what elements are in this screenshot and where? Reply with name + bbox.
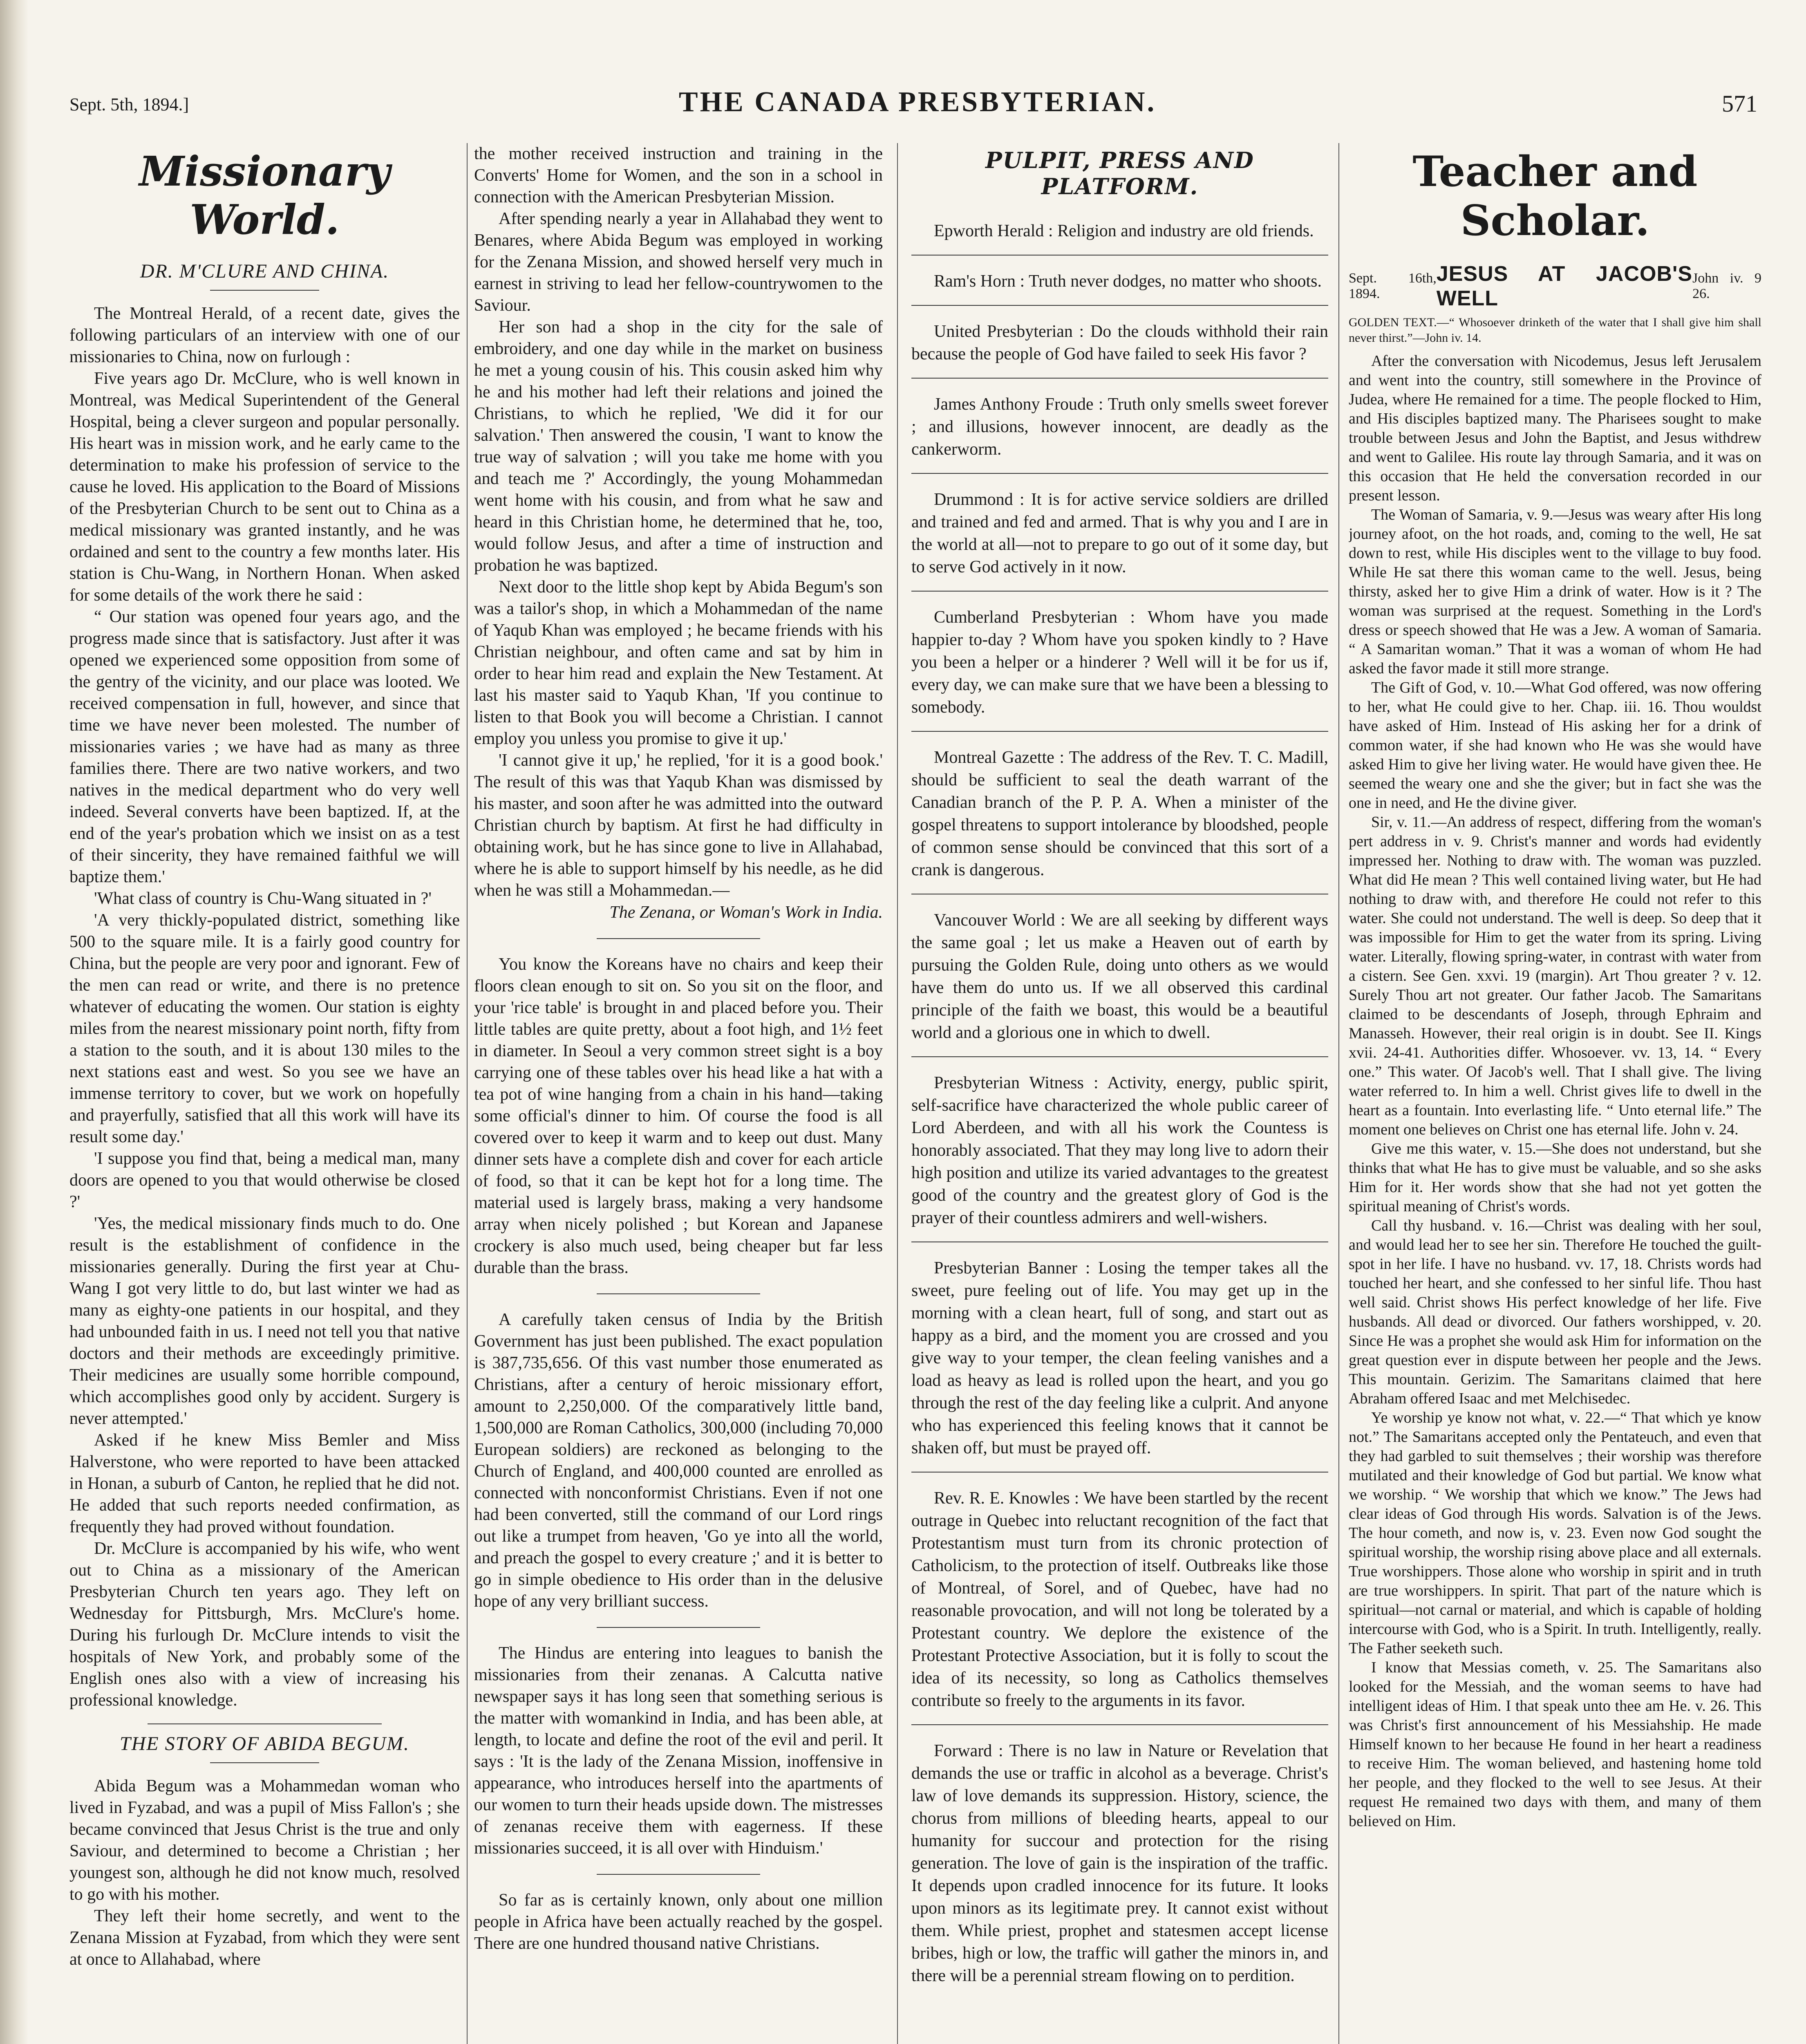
paragraph: They left their home secretly, and went to the Zenana Mission at Fyzabad, from which they were sent at once to Allahabad, where	[69, 1907, 460, 1969]
divider	[597, 938, 760, 939]
lesson-title: JESUS AT JACOB'S WELL	[1436, 262, 1693, 310]
quote-text: Ram's Horn : Truth never dodges, no matter who shoots.	[934, 272, 1322, 291]
paragraph: The Montreal Herald, of a recent date, gives the following particulars of an interview with one of our missionaries to China, now on furlough :	[69, 304, 460, 366]
quote-item	[911, 1481, 1328, 1725]
lesson-header	[1349, 262, 1761, 311]
quote-item	[911, 903, 1328, 1057]
paragraph: 'I suppose you find that, being a medical man, many doors are opened to you that would otherwise be closed ?'	[69, 1149, 460, 1211]
quote-text: Montreal Gazette : The address of the Rev. T. C. Madill, should be sufficient to seal the death warrant of the Canadian branch of the P. P. A. When a minister of the gospel threatens to support intolerance by bloodshed, people of common sense should be convinced that this sort of a crank is dangerous.	[911, 748, 1328, 879]
quote-text: Vancouver World : We are all seeking by different ways the same goal ; let us make a Heaven out of earth by pursuing the Golden Rule, doing unto others as we would have them do unto us. If we all observed this cardinal principle of the faith we boast, this would be a beautiful world and a glorious one in which to dwell.	[911, 911, 1328, 1042]
paragraph: The Gift of God, v. 10.—What God offered, was now offering to her, what He could give to her. Chap. iii. 16. Thou wouldst have asked of Him. Instead of His asking her for a drink of common water, if she had known who He was she would have asked Him to give her living water. He would have given thee. He seemed the weary one and she the giver; but in fact she was the one in need, and He the divine giver.	[1349, 679, 1761, 811]
divider	[597, 1874, 760, 1875]
article-heading: THE STORY OF ABIDA BEGUM.	[119, 1733, 410, 1755]
issue-date: Sept. 5th, 1894.]	[69, 94, 189, 114]
paragraph: “ Our station was opened four years ago, and the progress made since that is satisfactory. Just after it was opened we experienced some opposition from some of the gentry of the vicinity, and our place was looted. We received compensation in full, however, and since that time we have never been molested. The number of missionaries varies ; we have had as many as three families there. There are two native workers, and two natives in the medical department who do very well indeed. Several converts have been baptized. If, at the end of the year's probation which we insist on as a test of their sincerity, they have remained faithful we will baptize them.'	[69, 607, 460, 886]
paragraph: Her son had a shop in the city for the sale of embroidery, and one day while in the market on business he met a young cousin of his. This cousin asked him why he and his mother had left their relations and joined the Christians, to which he replied, 'We did it for our salvation.' Then answered the cousin, 'I want to know the true way of salvation ; will you take me home with you and teach me ?' Accordingly, the young Mohammedan went home with his cousin, and from what he saw and heard in this Christian home, he determined that he, too, would follow Jesus, and after a time of instruction and probation he was baptized.	[474, 318, 883, 575]
paragraph: A carefully taken census of India by the British Government has just been published. The exact population is 387,735,656. Of this vast number those enumerated as Christians, after a century of heroic missionary effort, amount to 2,250,000. Of the comparatively little band, 1,500,000 are Roman Catholics, 300,000 (including 70,000 European soldiers) are reckoned as belonging to the Church of England, and 400,000 counted are enrolled as connected with nonconformist Christians. Even if not one had been converted, still the command of our Lord rings out like a trumpet from heaven, 'Go ye into all the world, and preach the gospel to every creature ;' and it is better to go in simple obedience to His order than in the delusive hope of any very brilliant success.	[474, 1310, 883, 1611]
quote-text: James Anthony Froude : Truth only smells sweet forever ; and illusions, however innocent, are deadly as the cankerworm.	[911, 395, 1328, 459]
lesson-date: Sept. 16th, 1894.	[1349, 271, 1437, 301]
paragraph: 'I cannot give it up,' he replied, 'for it is a good book.' The result of this was that Yaqub Khan was dismissed by his master, and soon after he was admitted into the outward Christian church by baptism. At first he had difficulty in obtaining work, but he has since gone to live in Allahabad, where he is able to support himself by his needle, as he did when he was still a Mohammedan.—	[474, 751, 883, 900]
paragraph: Ye worship ye know not what, v. 22.—“ That which ye know not.” The Samaritans accepted only the Pentateuch, and even that they had garbled to suit themselves ; their worship was therefore mutilated and their knowledge of God but partial. We know what we worship. “ We worship that which we know.” The Jews had clear ideas of God through His words. Salvation is of the Jews. The hour cometh, and now is, v. 23. Even now God sought the spiritual worship, the worship rising above place and all externals. True worshippers. Those alone who worship in spirit and in truth are true worshippers. In spirit. That part of the nature which is spiritual—not carnal or material, and which is capable of holding intercourse with God, who is a Spirit. In truth. Intelligently, really. The Father seeketh such.	[1349, 1409, 1761, 1657]
lesson-reference: John iv. 9 26.	[1692, 271, 1761, 301]
paragraph: Give me this water, v. 15.—She does not understand, but she thinks that what He has to give must be valuable, and so she asks Him for it. Her words show that she had not yet gotten the spiritual meaning of Christ's words.	[1349, 1140, 1761, 1215]
quote-text: Drummond : It is for active service soldiers are drilled and trained and fed and armed. That is why you and I are in the world at all—not to prepare to go out of it some day, but to serve God actively in it now.	[911, 490, 1328, 576]
divider	[210, 290, 319, 291]
quote-item	[911, 388, 1328, 474]
paragraph: Five years ago Dr. McClure, who is well known in Montreal, was Medical Superintendent of the General Hospital, being a clever surgeon and popular personally. His heart was in mission work, and he early came to the determination to make his profession of service to the cause he loved. His application to the Board of Missions of the Presbyterian Church to be sent out to China as a medical missionary was granted instantly, and he was ordained and sent to the country a few months later. His station is Chu-Wang, in Northern Honan. When asked for some details of the work there he said :	[69, 369, 460, 605]
paragraph: I know that Messias cometh, v. 25. The Samaritans also looked for the Messiah, and the woman seems to have had intelligent ideas of Him. I that speak unto thee am He. v. 26. This was Christ's first announcement of his Messiahship. He made Himself known to her because He found in her heart a readiness to receive Him. The woman believed, and hastening home told her people, and they flocked to the well to see Jesus. At their request He remained two days with them, and many of them believed on Him.	[1349, 1659, 1761, 1830]
paragraph: 'A very thickly-populated district, something like 500 to the square mile. It is a fairly good country for China, but the people are very poor and ignorant. Few of the men can read or write, and there is no pretence whatever of educating the women. Our station is eighty miles from the nearest missionary point north, fifty from a station to the south, and it is about 130 miles to the next stations east and west. So you see we have an immense territory to cover, but we work on hopefully and prayerfully, satisfied that all this work will have its result some day.'	[69, 911, 460, 1146]
paragraph: After the conversation with Nicodemus, Jesus left Jerusalem and went into the country, still somewhere in the Province of Judea, where He remained for a time. The people flocked to Him, and His disciples baptized many. The Pharisees sought to make trouble between Jesus and John the Baptist, and Jesus withdrew and went to Galilee. His route lay through Samaria, and it was on this occasion that He held the conversation recorded in our present lesson.	[1349, 352, 1761, 504]
quote-item	[911, 264, 1328, 306]
paragraph: You know the Koreans have no chairs and keep their floors clean enough to sit on. So you sit on the floor, and your 'rice table' is brought in and placed before you. Their little tables are quite pretty, about a foot high, and 1½ feet in diameter. In Seoul a very common street sight is a boy carrying one of these tables over his head like a hat with a tea pot of wine hanging from a chain in his hand—taking some official's dinner to him. Of course the food is all covered over to keep it warm and to keep out dust. Many dinner sets have a complete dish and cover for each article of food, so that it can be kept hot for a long time. The material used is largely brass, making a very handsome array when nicely polished ; but Korean and Japanese crockery is also much used, being cheaper but far less durable than the brass.	[474, 955, 883, 1277]
column-missionary-world	[69, 143, 460, 2044]
quote-text: Forward : There is no law in Nature or Revelation that demands the use or traffic in alcohol as a beverage. Christ's law of love demands its suppression. History, science, the chorus from millions of bleeding hearts, appeal to our humanity for succour and protection for the rising generation. The love of gain is the inspiration of the traffic. It depends upon cradled innocence for its future. It looks upon minors as its legitimate prey. It cannot exist without them. While priest, prophet and statesmen accept license bribes, high or low, the traffic will gather the minors in, and there will be a perennial stream flowing on to perdition.	[911, 1741, 1328, 1985]
column-missionary-continued	[474, 143, 883, 2044]
quote-text: United Presbyterian : Do the clouds withhold their rain because the people of God have failed to seek His favor ?	[911, 322, 1328, 363]
paragraph: After spending nearly a year in Allahabad they went to Benares, where Abida Begum was employed in working for the Zenana Mission, and showed herself very much in earnest in striving to lead her fellow-countrywomen to the Saviour.	[474, 209, 883, 315]
paragraph: Abida Begum was a Mohammedan woman who lived in Fyzabad, and was a pupil of Miss Fallon's ; she became convinced that Jesus Christ is the true and only Saviour, and determined to become a Christian ; her youngest son, although he did not know much, resolved to go with his mother.	[69, 1777, 460, 1904]
column-rule	[1338, 143, 1339, 2044]
source-credit: The Zenana, or Woman's Work in India.	[609, 903, 883, 922]
paragraph: Call thy husband. v. 16.—Christ was dealing with her soul, and would lead her to see her sin. Therefore He touched the guilt-spot in her life. I have no husband. vv. 17, 18. Christs words had touched her heart, and she confessed to her sinful life. Thou hast well said. Christ shows His perfect knowledge of her life. Five husbands. All dead or divorced. Our fathers worshipped, v. 20. Since He was a prophet she would ask Him for information on the great question ever in dispute between her people and the Jews. This mountain. Gerizim. The Samaritans claimed that here Abraham offered Isaac and met Melchisedec.	[1349, 1217, 1761, 1407]
quote-text: Rev. R. E. Knowles : We have been startled by the recent outrage in Quebec into reluctant recognition of the fact that Protestantism must turn from its chronic protection of Catholicism, to the protection of itself. Outbreaks like those of Montreal, of Sorel, and of Quebec, have had no reasonable provocation, and will not long be tolerated by a Protestant country. We deplore the existence of the Protestant Protective Association, but it is folly to scout the idea of its necessity, so long as Catholics themselves contribute so freely to the arguments in its favor.	[911, 1489, 1328, 1710]
paragraph: the mother received instruction and training in the Converts' Home for Women, and the son in a school in connection with the American Presbyterian Mission.	[474, 144, 883, 206]
paragraph: So far as is certainly known, only about one million people in Africa have been actually reached by the gospel. There are one hundred thousand native Christians.	[474, 1891, 883, 1953]
paragraph: Sir, v. 11.—An address of respect, differing from the woman's pert address in v. 9. Christ's manner and words had evidently impressed her. Nothing to draw with. The woman was puzzled. What did He mean ? This well contained living water, but He had nothing to draw with, and therefore He could not refer to this water. She could not understand. The well is deep. So deep that it was impossible for Him to get the water from its spring. Living water. Literally, flowing spring-water, in contrast with water from a cistern. See Gen. xxvi. 19 (margin). Art Thou greater ? v. 12. Surely Thou art not greater. Our father Jacob. The Samaritans claimed to be descendants of Joseph, through Ephraim and Manasseh. However, their real origin is in doubt. See II. Kings xvii. 24-41. Authorities differ. Whosoever. vv. 13, 14. “ Every one.” This water. Of Jacob's well. That I shall give. The living water referred to. In him a well. Christ gives life to dwell in the heart as a fountain. Into everlasting life. “ Unto eternal life.” The moment one believes on Christ one has eternal life. John v. 24.	[1349, 814, 1761, 1138]
quote-item	[911, 741, 1328, 894]
paragraph: 'Yes, the medical missionary finds much to do. One result is the establishment of confidence in the missionaries generally. During the first year at Chu-Wang I got very little to do, but last winter we had as many as eighty-one patients in our hospital, and they had unbounded faith in us. I need not tell you that native doctors and their methods are exceedingly primitive. Their medicines are usually some horrible compound, which accomplishes good only by accident. Surgery is never attempted.'	[69, 1214, 460, 1428]
column-teacher-and-scholar	[1349, 143, 1761, 2044]
paragraph: The Hindus are entering into leagues to banish the missionaries from their zenanas. A Calcutta native newspaper says it has long seen that something serious is the matter with womankind in India, and has been able, at length, to locate and define the root of the evil and peril. It says : 'It is the lady of the Zenana Mission, inoffensive in appearance, who introduces herself into the apartments of our women to turn their heads upside down. The mistresses of zenanas receive them with eagerness. If these missionaries succeed, it is all over with Hinduism.'	[474, 1644, 883, 1858]
divider	[210, 1762, 319, 1763]
column-rule	[897, 143, 898, 2044]
divider	[597, 1627, 760, 1628]
section-heading: Teacher and Scholar.	[1412, 147, 1698, 245]
quote-item	[911, 601, 1328, 732]
page-number: 571	[1722, 90, 1757, 117]
quote-item	[911, 214, 1328, 256]
quote-item	[911, 483, 1328, 592]
quote-item	[911, 1066, 1328, 1242]
page-header	[69, 82, 1766, 131]
quote-text: Epworth Herald : Religion and industry are old friends.	[934, 222, 1314, 240]
newspaper-title: THE CANADA PRESBYTERIAN.	[678, 86, 1157, 118]
quote-item	[911, 1734, 1328, 1999]
quote-text: Presbyterian Banner : Losing the temper takes all the sweet, pure feeling out of life. You may get up in the morning with a clean heart, full of song, and start out as happy as a bird, and the moment you are crossed and you give way to your temper, the clean feeling vanishes and a load as heavy as lead is rolled upon the heart, and you go through the rest of the day feeling like a culprit. And anyone who has experienced this feeling knows that it cannot be shaken off, but must be prayed off.	[911, 1259, 1328, 1457]
page-binding-edge	[0, 0, 29, 2044]
golden-text: GOLDEN TEXT.—“ Whosoever drinketh of the water that I shall give him shall never thirst.”—John iv. 14.	[1349, 316, 1761, 345]
paragraph: Dr. McClure is accompanied by his wife, who went out to China as a missionary of the American Presbyterian Church ten years ago. They left on Wednesday for Pittsburgh, Mrs. McClure's home. During his furlough Dr. McClure intends to visit the hospitals of New York, and probably some of the English ones also with a view of increasing his professional knowledge.	[69, 1539, 460, 1710]
paragraph: The Woman of Samaria, v. 9.—Jesus was weary after His long journey afoot, on the hot roads, and, coming to the well, He sat down to rest, while His disciples went to the village to buy food. While He sat there this woman came to the well. Jesus, being thirsty, asked her to give Him a drink of water. How is it ? The woman was surprised at the request. Something in the Lord's dress or speech showed that He was a Jew. A woman of Samaria. “ A Samaritan woman.” That it was a woman of whom He had asked the favor made it still more strange.	[1349, 506, 1761, 677]
article-heading: DR. M'CLURE AND CHINA.	[140, 260, 389, 282]
section-heading: Missionary World.	[139, 147, 390, 244]
quote-item	[911, 1251, 1328, 1472]
column-rule	[467, 143, 468, 2044]
section-heading: PULPIT, PRESS AND PLATFORM.	[985, 147, 1254, 199]
column-pulpit-press-platform	[911, 143, 1328, 2044]
paragraph: Asked if he knew Miss Bemler and Miss Halverstone, who were reported to have been attacked in Honan, a suburb of Canton, he replied that he did not. He added that such reports needed confirmation, as frequently they had proved without foundation.	[69, 1431, 460, 1536]
quote-text: Cumberland Presbyterian : Whom have you made happier to-day ? Whom have you spoken kindly to ? Have you been a helper or a hinderer ? Well will it be for us if, every day, we can make sure that we have been a blessing to somebody.	[911, 608, 1328, 717]
quote-text: Presbyterian Witness : Activity, energy, public spirit, self-sacrifice have characterized the whole public career of Lord Aberdeen, and with all his work the Countess is honorably associated. That they may long live to adorn their high position and utilize its varied advantages to the greatest good of the country and the greatest glory of God is the prayer of their countless admirers and well-wishers.	[911, 1074, 1328, 1227]
quote-item	[911, 315, 1328, 379]
divider	[597, 1293, 760, 1294]
paragraph: 'What class of country is Chu-Wang situated in ?'	[94, 889, 432, 908]
paragraph: Next door to the little shop kept by Abida Begum's son was a tailor's shop, in which a Mohammedan of the name of Yaqub Khan was employed ; he became friends with his Christian neighbour, and often came and sat by him in order to hear him read and explain the New Testament. At last his master said to Yaqub Khan, 'If you continue to listen to that Book you will become a Christian. I cannot employ you unless you promise to give it up.'	[474, 578, 883, 748]
